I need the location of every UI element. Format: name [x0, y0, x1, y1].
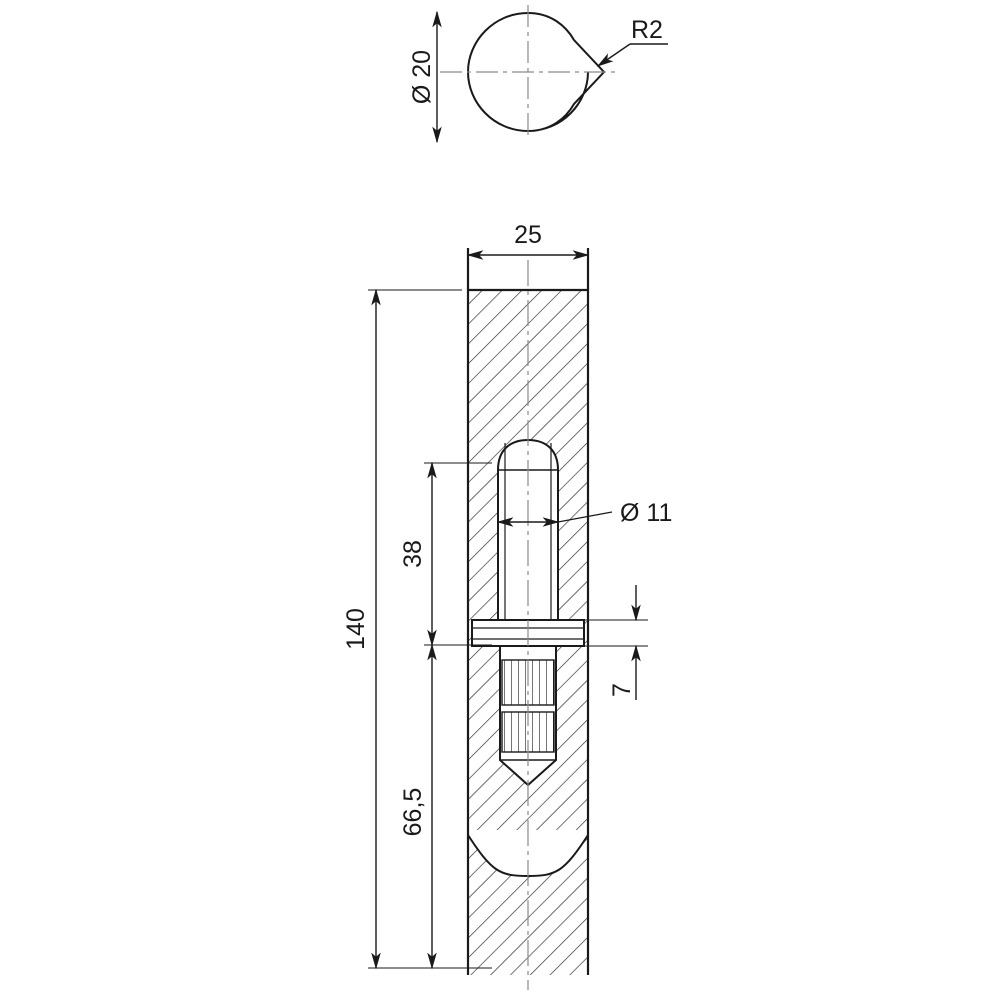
dim-label-r2: R2 — [631, 16, 663, 44]
top-view-teardrop-profile — [408, 5, 668, 142]
dim-label-66-5: 66,5 — [399, 787, 427, 837]
main-section-view — [342, 221, 672, 990]
dim-label-diameter-20: Ø 20 — [408, 49, 436, 105]
leader-line-r2 — [598, 44, 630, 66]
dim-label-140: 140 — [342, 608, 370, 650]
dim-label-bolt-diameter: Ø 11 — [620, 499, 673, 527]
dim-label-post-width: 25 — [514, 221, 542, 249]
dim-label-38: 38 — [399, 540, 427, 568]
dim-label-7: 7 — [608, 683, 636, 697]
